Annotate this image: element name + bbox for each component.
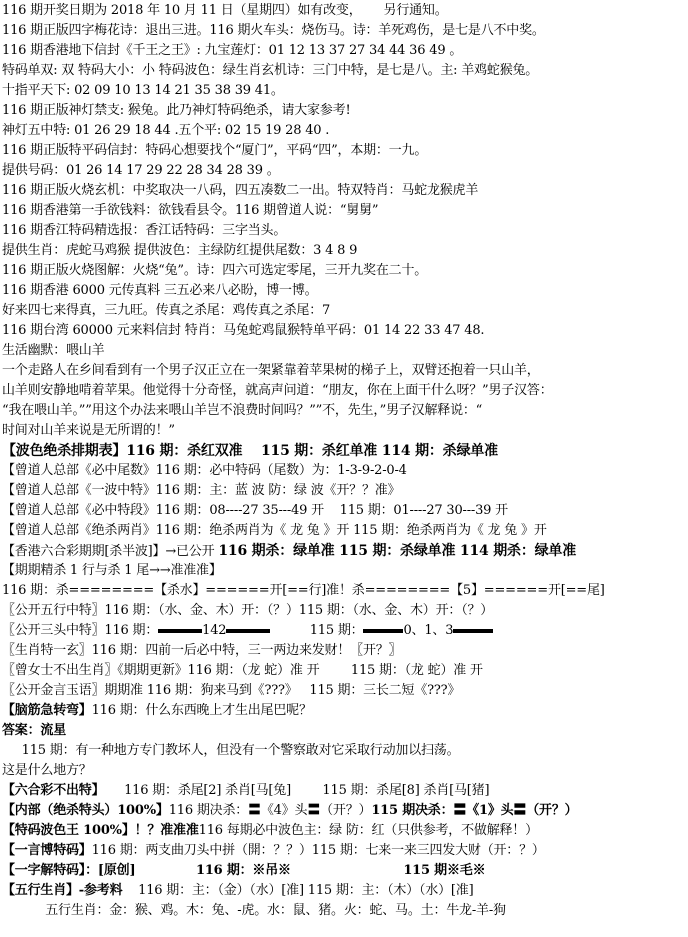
humor-paragraph-3: “我在喂山羊。””用这个办法来喂山羊岂不浪费时间吗？””不，先生，”男子汉解释说：“: [2, 403, 483, 418]
humor-paragraph-4: 时间对山羊来说是无所谓的！”: [2, 423, 175, 438]
three-heads-line: 〖公开三头中特〗116 期： 142 115 期： 0、1、3: [2, 622, 686, 640]
kill-head-line: 【内部（绝杀特头）100%】116 期决杀：〓《4》头〓（开？）115 期决杀：〓《1》头〓（开？）: [2, 803, 578, 818]
must-tail-line: 【曾道人总部《必中尾数》116 期：必中特码（尾数）为：1-3-9-2-0-4: [2, 463, 407, 478]
one-char-line: 【一字解特码】：[原创] 116 期：※吊※ 115 期※毛※: [2, 863, 486, 878]
golden-words-line: 〖公开金言玉语〗期期准 116 期：狗来马到《???》 115 期：三长二短《???》: [2, 683, 461, 698]
riddle-115-line: 115 期：有一种地方专门教坏人，但没有一个警察敢对它采取行动加以扫荡。: [2, 743, 460, 758]
zodiac-one-line: 〖生肖特一玄〗116 期：四前一后必中特，三一两边来发财！〖开？〗: [2, 643, 402, 658]
one-wave-line: 【曾道人总部《一波中特》116 期：主：蓝 波 防：绿 波《开？？准》: [2, 483, 401, 498]
provided-zodiac-line: 提供生肖：虎蛇马鸡猴 提供波色：主绿防红提供尾数：3 4 8 9: [2, 243, 358, 258]
plum-poem-line: 116 期正版四字梅花诗：退出三进。116 期火车头：烧伤马。诗：羊死鸡伤，是七是八不中奖。: [2, 23, 545, 38]
riddle-question-line: 这是什么地方？: [2, 763, 92, 778]
hk-first-hand-line: 116 期香港第一手欲钱料：欲钱看县令。116 期曾道人说：“舅舅”: [2, 203, 379, 218]
humor-paragraph-2: 山羊则安静地啃着苹果。他觉得十分奇怪，就高声问道：“朋友，你在上面干什么呀？”男子汉答：: [2, 383, 553, 398]
taiwan-envelope-line: 116 期台湾 60000 元来料信封 特肖：马兔蛇鸡鼠猴特单平码：01 14 22 33 47 48.: [2, 323, 485, 338]
envelope-xiamen-line: 116 期正版特平码信封：特码心想要找个“厦门”，平码“四”，本期：一九。: [2, 143, 428, 158]
riddle-answer-line: 答案：流星: [2, 723, 67, 738]
ten-fingers-line: 十指平天下: 02 09 10 13 14 21 35 38 39 41。: [2, 83, 284, 98]
xiangjiang-line: 116 期香江特码精选报：香江话特码：三字当头。: [2, 223, 287, 238]
underground-envelope-line: 116 期香港地下信封《千王之王》: 九宝莲灯：01 12 13 37 27 34 44 36 49 。: [2, 43, 463, 58]
humor-paragraph-1: 一个走路人在乡间看到有一个男子汉正立在一架紧靠着苹果树的梯子上，双臂还抱着一只山羊，: [2, 363, 540, 378]
redaction-bar: [453, 629, 493, 633]
kill-two-zodiac-line: 【曾道人总部《绝杀两肖》116 期：绝杀两肖为《 龙 兔 》开 115 期：绝杀两肖为《 龙 兔 》开: [2, 523, 547, 538]
half-wave-line: 【香港六合彩期期[杀半波]】→已公开 116 期杀：绿单准 115 期：杀绿单准 114 期杀：绿单准: [2, 543, 577, 559]
lamp-five-line: 神灯五中特: 01 26 29 18 44 .五个平: 02 15 19 28 40 .: [2, 123, 330, 138]
fire-diagram-line: 116 期正版火烧图解：火烧“兔”。诗：四六可选定零尾，三开九奖在二十。: [2, 263, 428, 278]
ms-zeng-line: 〖曾女士不出生肖〗《期期更新》116 期：（龙 蛇）准 开 115 期：（龙 蛇）准 开: [2, 663, 483, 678]
redaction-bar: [226, 629, 270, 633]
redaction-bar: [158, 629, 202, 633]
humor-title-line: 生活幽默：喂山羊: [2, 343, 105, 358]
redaction-bar: [363, 629, 403, 633]
fire-mystery-line: 116 期正版火烧玄机：中奖取决一八码，四五凑数二一出。特双特肖：马蛇龙猴虎羊: [2, 183, 479, 198]
fax-kill-tail-line: 好来四七来得真，三九旺。传真之杀尾：鸡传真之杀尾：7: [2, 303, 331, 318]
magic-lamp-line: 116 期正版神灯禁支: 猴兔。此乃神灯特码绝杀，请大家参考!: [2, 103, 351, 118]
must-range-line: 【曾道人总部《必中特段》116 期：08----27 35---49 开 115 期：01----27 30---39 开: [2, 503, 508, 518]
kill-row-tail-title: 【期期精杀 1 行与杀 1 尾→→准准准】: [2, 563, 222, 578]
one-word-bet-line: 【一言博特码】116 期：两支曲刀头中拼（開：？？）115 期：七来一来三四发大财（开：？）: [2, 843, 545, 858]
five-element-zodiac-line: 【五行生肖】-参考料 116 期：主：（金）（水）[准] 115 期：主：（木）（水）[准]: [2, 883, 474, 898]
five-element-map-line: 五行生肖：金：猴、鸡。木：兔、-虎。水：鼠、猪。火：蛇、马。土：牛龙-羊-狗: [2, 903, 506, 918]
special-code-line: 特码单双: 双 特码大小：小 特码波色：绿生肖玄机诗：三门中特，是七是八。主: 羊鸡蛇猴兔。: [2, 63, 539, 78]
wave-color-table-line: 【波色绝杀排期表】116 期：杀红双准 115 期：杀红单准 114 期：杀绿单准: [2, 443, 498, 459]
no-special-line: 【六合彩不出特】 116 期：杀尾[2] 杀肖[马[兔] 115 期：杀尾[8] 杀肖[马[猪]: [2, 783, 490, 798]
five-elements-line: 〖公开五行中特〗116 期：（水、金、木）开：（？）115 期：（水、金、木）开：（？）: [2, 603, 494, 618]
riddle-line: 【脑筋急转弯】116 期：什么东西晚上才生出尾巴呢？: [2, 703, 312, 718]
kill-row-tail-line: 116 期：杀========【杀水】======开[==行]准！杀========【5】======开[==尾]: [2, 583, 605, 598]
wave-king-line: 【特码波色王 100%】！？准准准116 每期必中波色主：绿 防：红（只供参考，不做解释！）: [2, 823, 538, 838]
provided-numbers-line: 提供号码：01 26 14 17 29 22 28 34 28 39 。: [2, 163, 280, 178]
fax-6000-line: 116 期香港 6000 元传真料 三五必来八必盼，博一博。: [2, 283, 318, 298]
draw-date-line: 116 期开奖日期为 2018 年 10 月 11 日（星期四）如有改变， 另行通知。: [2, 3, 448, 18]
